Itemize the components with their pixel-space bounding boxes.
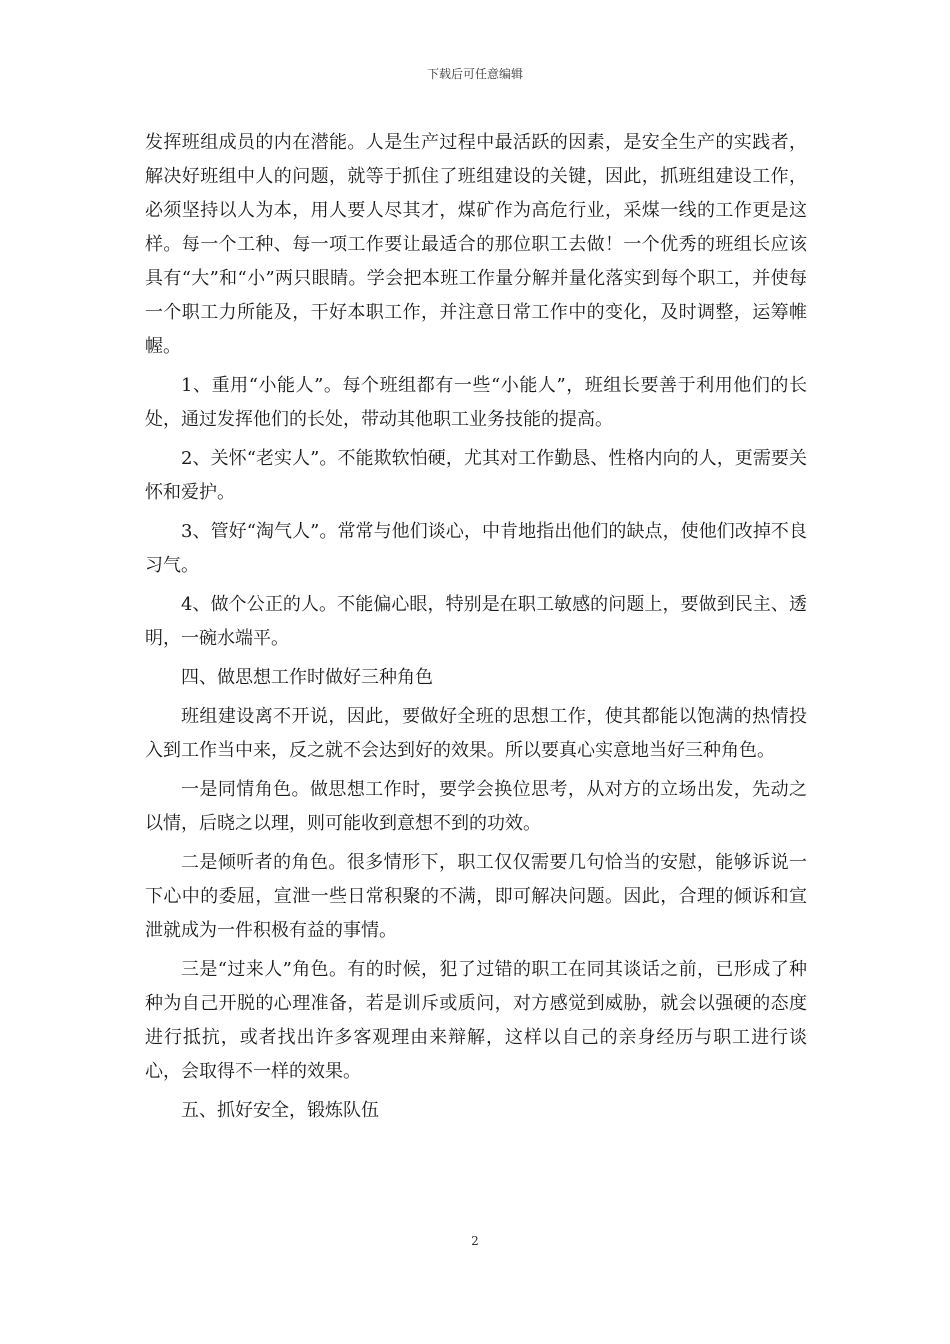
section-heading: 四、做思想工作时做好三种角色 [181, 667, 433, 688]
body-paragraph: 3、管好“淘气人”。常常与他们谈心，中肯地指出他们的缺点，使他们改掉不良习气。 [145, 521, 807, 576]
body-paragraph: 二是倾听者的角色。很多情形下，职工仅仅需要几句恰当的安慰，能够诉说一下心中的委屈，宣泄一些日常积聚的不满，即可解决问题。因此，合理的倾诉和宣泄就成为一件积极有益的事情。 [145, 852, 807, 941]
body-paragraph: 1、重用“小能人”。每个班组都有一些“小能人”，班组长要善于利用他们的长处，通过发挥他们的长处，带动其他职工业务技能的提高。 [145, 375, 807, 430]
body-paragraph: 班组建设离不开说，因此，要做好全班的思想工作，使其都能以饱满的热情投入到工作当中来，反之就不会达到好的效果。所以要真心实意地当好三种角色。 [145, 706, 807, 761]
document-body [145, 126, 807, 1133]
page-number: 2 [471, 1234, 479, 1248]
body-paragraph: 发挥班组成员的内在潜能。人是生产过程中最活跃的因素，是安全生产的实践者，解决好班组中人的问题，就等于抓住了班组建设的关键，因此，抓班组建设工作，必须坚持以人为本，用人要人尽其才，煤矿作为高危行业，采煤一线的工作更是这样。每一个工种、每一项工作要让最适合的那位职工去做！一个优秀的班组长应该具有“大”和“小”两只眼睛。学会把本班工作量分解并量化落实到每个职工，并使每一个职工力所能及，干好本职工作，并注意日常工作中的变化，及时调整，运筹帷幄。 [145, 132, 807, 357]
section-heading: 五、抓好安全，锻炼队伍 [181, 1100, 379, 1121]
body-paragraph: 2、关怀“老实人”。不能欺软怕硬，尤其对工作勤恳、性格内向的人，更需要关怀和爱护。 [145, 448, 807, 503]
body-paragraph: 一是同情角色。做思想工作时，要学会换位思考，从对方的立场出发，先动之以情，后晓之以理，则可能收到意想不到的功效。 [145, 779, 807, 834]
body-paragraph: 三是“过来人”角色。有的时候，犯了过错的职工在同其谈话之前，已形成了种种为自己开脱的心理准备，若是训斥或质问，对方感觉到威胁，就会以强硬的态度进行抵抗，或者找出许多客观理由来辩解，这样以自己的亲身经历与职工进行谈心，会取得不一样的效果。 [145, 959, 807, 1082]
page-header: 下载后可任意编辑 [426, 67, 523, 81]
body-paragraph: 4、做个公正的人。不能偏心眼，特别是在职工敏感的问题上，要做到民主、透明，一碗水端平。 [145, 594, 807, 649]
